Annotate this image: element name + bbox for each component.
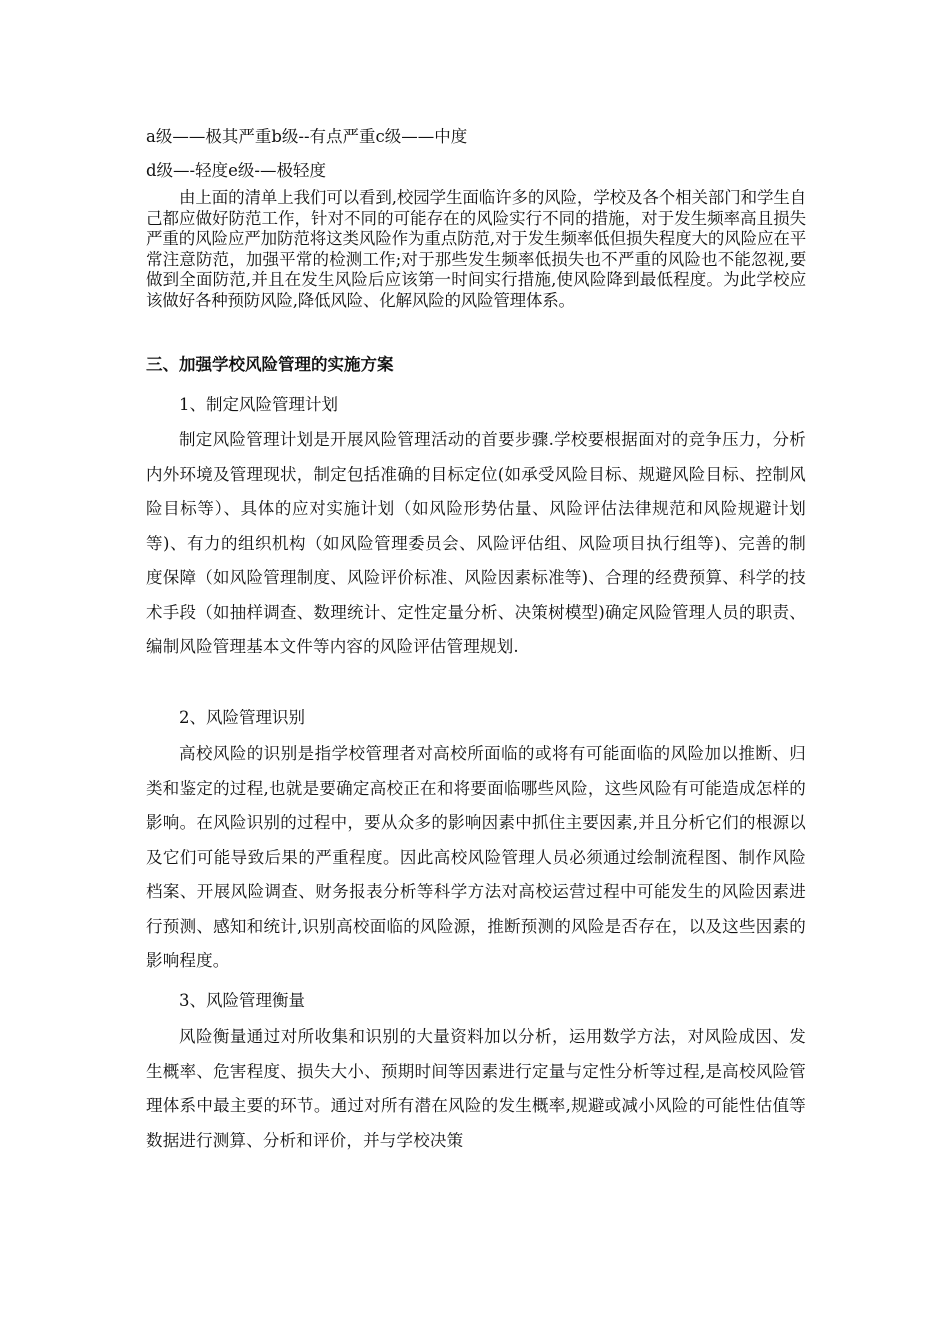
intro-paragraph: 由上面的清单上我们可以看到,校园学生面临许多的风险，学校及各个相关部门和学生自己都应做好防范工作，针对不同的可能存在的风险实行不同的措施，对于发生频率高且损失严重的风险应严加防范将这类风险作为重点防范,对于发生频率低但损失程度大的风险应在平常注意防范，加强平常的检测工作;对于那些发生频率低损失也不严重的风险也不能忽视,要做到全面防范,并且在发生风险后应该第一时间实行措施,使风险降到最低程度。为此学校应该做好各种预防风险,降低风险、化解风险的风险管理体系。	[146, 188, 806, 310]
subheading-risk-measurement: 3、风险管理衡量	[179, 991, 305, 1010]
risk-level-legend-line-2: d级—-轻度e级-—极轻度	[146, 161, 326, 180]
subheading-risk-identification: 2、风险管理识别	[179, 708, 305, 727]
section-heading: 三、加强学校风险管理的实施方案	[146, 355, 394, 374]
paragraph-risk-identification: 高校风险的识别是指学校管理者对高校所面临的或将有可能面临的风险加以推断、归类和鉴定的过程,也就是要确定高校正在和将要面临哪些风险，这些风险有可能造成怎样的影响。在风险识别的过程中，要从众多的影响因素中抓住主要因素,并且分析它们的根源以及它们可能导致后果的严重程度。因此高校风险管理人员必须通过绘制流程图、制作风险档案、开展风险调查、财务报表分析等科学方法对高校运营过程中可能发生的风险因素进行预测、感知和统计,识别高校面临的风险源，推断预测的风险是否存在，以及这些因素的影响程度。	[146, 744, 806, 970]
subheading-risk-plan: 1、制定风险管理计划	[179, 395, 338, 414]
risk-level-legend-line-1: a级——极其严重b级--有点严重c级——中度	[146, 127, 468, 146]
paragraph-risk-measurement: 风险衡量通过对所收集和识别的大量资料加以分析，运用数学方法，对风险成因、发生概率、危害程度、损失大小、预期时间等因素进行定量与定性分析等过程,是高校风险管理体系中最主要的环节。通过对所有潜在风险的发生概率,规避或减小风险的可能性估值等数据进行测算、分析和评价，并与学校决策	[146, 1027, 806, 1150]
paragraph-risk-plan: 制定风险管理计划是开展风险管理活动的首要步骤.学校要根据面对的竞争压力，分析内外环境及管理现状，制定包括准确的目标定位(如承受风险目标、规避风险目标、控制风险目标等）、具体的应对实施计划（如风险形势估量、风险评估法律规范和风险规避计划等)、有力的组织机构（如风险管理委员会、风险评估组、风险项目执行组等)、完善的制度保障（如风险管理制度、风险评价标准、风险因素标准等)、合理的经费预算、科学的技术手段（如抽样调查、数理统计、定性定量分析、决策树模型)确定风险管理人员的职责、编制风险管理基本文件等内容的风险评估管理规划.	[146, 430, 806, 656]
